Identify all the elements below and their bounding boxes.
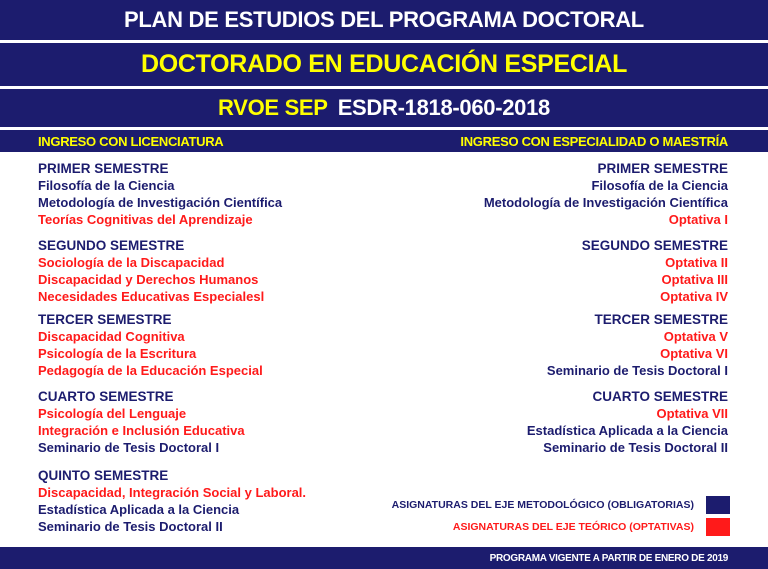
left-semester-2 (38, 237, 264, 305)
course: Psicología del Lenguaje (38, 406, 187, 421)
course: Discapacidad Cognitiva (38, 329, 185, 344)
course: Discapacidad, Integración Social y Laboral. (38, 485, 307, 500)
columns-header (0, 130, 768, 152)
semester-title: PRIMER SEMESTRE (38, 161, 169, 176)
course: Seminario de Tesis Doctoral I (38, 440, 220, 455)
rvoe-banner (0, 89, 768, 127)
course: Pedagogía de la Educación Especial (38, 363, 263, 378)
course: Necesidades Educativas Especialesl (38, 289, 265, 304)
course: Filosofía de la Ciencia (38, 178, 175, 193)
course: Optativa I (668, 212, 728, 227)
footer-text: PROGRAMA VIGENTE A PARTIR DE ENERO DE 2019 (489, 552, 728, 564)
course: Optativa IV (660, 289, 728, 304)
red-swatch (706, 518, 730, 536)
semester-title: PRIMER SEMESTRE (597, 161, 728, 176)
course: Optativa VII (656, 406, 728, 421)
course: Optativa V (663, 329, 728, 344)
footer-banner (0, 547, 768, 569)
left-semester-1 (38, 160, 282, 228)
right-semester-2 (582, 237, 728, 305)
course: Metodología de Investigación Científica (38, 195, 283, 210)
right-semester-3 (547, 311, 728, 379)
course: Integración e Inclusión Educativa (38, 423, 245, 438)
rvoe-label: RVOE SEP (218, 95, 328, 120)
course: Seminario de Tesis Doctoral I (546, 363, 728, 378)
course: Optativa VI (660, 346, 728, 361)
semester-title: CUARTO SEMESTRE (38, 389, 174, 404)
semester-title: QUINTO SEMESTRE (38, 468, 169, 483)
rvoe-code: ESDR-1818-060-2018 (337, 95, 550, 120)
course: Filosofía de la Ciencia (591, 178, 728, 193)
right-column-title: INGRESO CON ESPECIALIDAD O MAESTRÍA (460, 133, 728, 149)
semester-title: SEGUNDO SEMESTRE (38, 238, 185, 253)
legend-theoretical-label: ASIGNATURAS DEL EJE TEÓRICO (OPTATIVAS) (452, 521, 694, 533)
navy-swatch (706, 496, 730, 514)
left-semester-4 (38, 388, 245, 456)
legend-methodological-label: ASIGNATURAS DEL EJE METODOLÓGICO (OBLIGATORIAS) (391, 499, 694, 511)
semester-title: TERCER SEMESTRE (594, 312, 728, 327)
course: Optativa II (665, 255, 728, 270)
doctorate-title: DOCTORADO EN EDUCACIÓN ESPECIAL (140, 50, 628, 78)
course: Seminario de Tesis Doctoral II (38, 519, 223, 534)
left-column-title: INGRESO CON LICENCIATURA (38, 133, 224, 149)
title-banner (0, 43, 768, 86)
course: Metodología de Investigación Científica (483, 195, 728, 210)
legend-methodological (392, 496, 730, 514)
right-semester-4 (527, 388, 728, 456)
course: Discapacidad y Derechos Humanos (38, 272, 259, 287)
legend-theoretical (453, 518, 730, 536)
left-semester-3 (38, 311, 263, 379)
course: Estadística Aplicada a la Ciencia (526, 423, 728, 438)
program-plan-heading: PLAN DE ESTUDIOS DEL PROGRAMA DOCTORAL (124, 7, 644, 32)
course: Sociología de la Discapacidad (38, 255, 225, 270)
course: Psicología de la Escritura (38, 346, 197, 361)
top-banner (0, 0, 768, 40)
semester-title: CUARTO SEMESTRE (592, 389, 728, 404)
course: Optativa III (661, 272, 728, 287)
right-semester-1 (484, 160, 728, 228)
course: Estadística Aplicada a la Ciencia (38, 502, 240, 517)
left-semester-5 (38, 467, 306, 535)
semester-title: TERCER SEMESTRE (38, 312, 172, 327)
semester-title: SEGUNDO SEMESTRE (581, 238, 728, 253)
course: Teorías Cognitivas del Aprendizaje (38, 212, 253, 227)
course: Seminario de Tesis Doctoral II (543, 440, 728, 455)
